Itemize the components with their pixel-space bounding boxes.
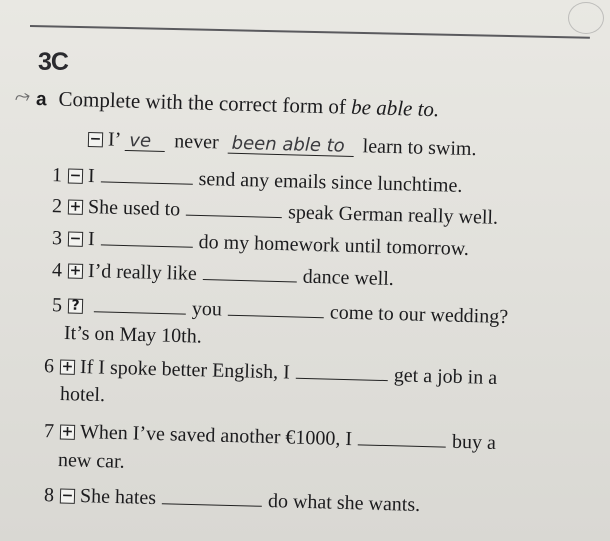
exercise-instruction xyxy=(36,86,440,122)
page-corner-mark xyxy=(568,2,604,34)
item-text-before: I xyxy=(87,165,95,188)
item-continuation-text: hotel. xyxy=(59,383,106,407)
answer-blank[interactable] xyxy=(358,428,446,447)
positive-symbol-icon: + xyxy=(69,262,82,279)
item-text-after: do what she wants. xyxy=(267,489,421,516)
item-text-after: do my homework until tomorrow. xyxy=(198,230,470,261)
answer-blank[interactable] xyxy=(162,487,262,507)
item-2 xyxy=(48,195,499,230)
item-number: 5 xyxy=(51,294,63,317)
positive-symbol-icon: + xyxy=(61,358,74,375)
instruction-text: Complete with the correct form of xyxy=(58,86,347,119)
item-6 xyxy=(40,355,498,390)
example-end: learn to swim. xyxy=(362,135,477,161)
answer-blank[interactable] xyxy=(203,263,297,282)
item-4 xyxy=(48,259,394,291)
example-answer-1[interactable]: ve xyxy=(125,132,165,152)
item-continuation-text: It’s on May 10th. xyxy=(63,322,203,348)
item-text-after: come to our wedding? xyxy=(329,301,509,329)
positive-symbol-icon: + xyxy=(69,198,82,215)
item-number: 8 xyxy=(43,484,55,507)
item-number: 6 xyxy=(43,355,55,378)
negative-symbol-icon: − xyxy=(61,487,74,504)
item-text-after: speak German really well. xyxy=(287,201,499,229)
item-text-after: send any emails since lunchtime. xyxy=(198,167,463,197)
example-start: I’ xyxy=(107,128,122,151)
answer-blank[interactable] xyxy=(186,199,282,219)
item-text-before: I xyxy=(87,228,95,251)
item-8 xyxy=(40,484,421,517)
answer-blank[interactable] xyxy=(101,228,193,247)
negative-symbol-icon: − xyxy=(69,230,82,247)
item-text-after: get a job in a xyxy=(393,364,498,389)
negative-symbol-icon: − xyxy=(89,131,102,148)
item-text-after: dance well. xyxy=(302,265,395,291)
item-7-continuation xyxy=(58,449,125,474)
answer-blank[interactable] xyxy=(228,299,324,319)
section-id: 3C xyxy=(38,48,68,76)
question-symbol-icon: ? xyxy=(68,299,83,314)
item-number: 7 xyxy=(43,420,55,443)
instruction-phrase: be able to. xyxy=(350,94,440,122)
item-number: 4 xyxy=(51,259,63,282)
answer-blank[interactable] xyxy=(94,295,186,314)
item-text-after: buy a xyxy=(451,430,497,454)
example-middle: never xyxy=(174,130,220,154)
item-number: 1 xyxy=(51,164,63,187)
exercise-letter: a xyxy=(35,89,47,111)
item-6-continuation xyxy=(60,383,106,407)
top-rule xyxy=(30,25,590,39)
item-text-before: I’d really like xyxy=(87,260,198,285)
example-line xyxy=(88,128,477,161)
item-5-continuation xyxy=(64,322,202,349)
item-1 xyxy=(48,164,463,198)
answer-blank[interactable] xyxy=(296,362,388,381)
item-text-before: When I’ve saved another €1000, I xyxy=(79,421,353,451)
item-text-before: If I spoke better English, I xyxy=(79,356,291,384)
item-continuation-text: new car. xyxy=(57,449,125,473)
item-text-middle: you xyxy=(191,297,223,321)
answer-blank[interactable] xyxy=(101,165,193,184)
item-text-before: She hates xyxy=(79,485,157,510)
positive-symbol-icon: + xyxy=(61,423,74,440)
negative-symbol-icon: − xyxy=(69,167,82,184)
item-text-before: She used to xyxy=(87,196,181,221)
pencil-tick-mark: ⤳ xyxy=(11,82,33,110)
item-number: 2 xyxy=(51,195,63,218)
example-answer-2[interactable]: been able to xyxy=(227,135,353,157)
item-number: 3 xyxy=(51,227,63,250)
item-3 xyxy=(48,227,469,261)
